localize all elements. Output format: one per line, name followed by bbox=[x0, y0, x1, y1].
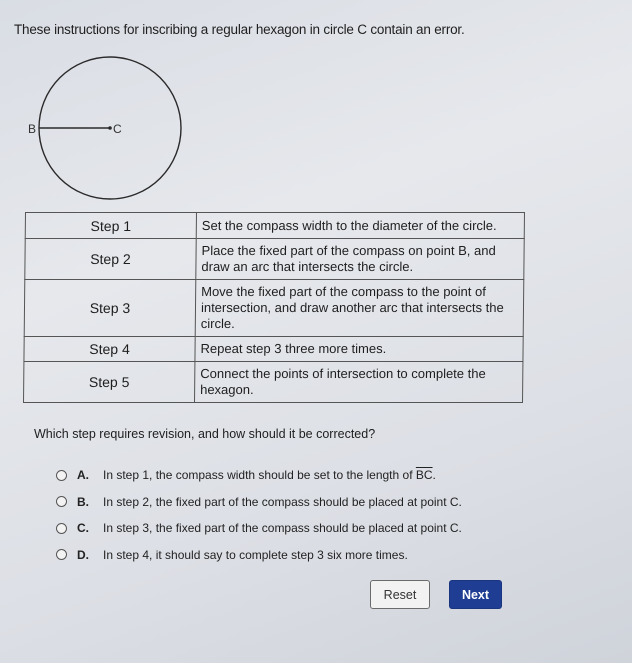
step-text: Move the fixed part of the compass to the point of intersection, and draw another arc that intersects the circle. bbox=[195, 280, 524, 337]
choice-letter: C. bbox=[77, 521, 89, 536]
choice-text: In step 3, the fixed part of the compass should be placed at point C. bbox=[103, 521, 462, 536]
choice-c[interactable] bbox=[56, 515, 462, 542]
step-text: Set the compass width to the diameter of the circle. bbox=[196, 213, 524, 239]
step-label: Step 3 bbox=[24, 280, 196, 337]
step-text: Connect the points of intersection to complete the hexagon. bbox=[195, 362, 523, 403]
next-button[interactable]: Next bbox=[449, 580, 502, 609]
step-row bbox=[25, 239, 524, 280]
question-prompt: These instructions for inscribing a regular hexagon in circle C contain an error. bbox=[14, 22, 465, 37]
step-label: Step 1 bbox=[25, 213, 196, 239]
steps-table bbox=[23, 212, 525, 403]
step-label: Step 4 bbox=[24, 337, 195, 362]
step-row bbox=[25, 213, 524, 239]
step-text: Repeat step 3 three more times. bbox=[195, 337, 523, 362]
choice-d[interactable] bbox=[56, 542, 462, 569]
choice-letter: A. bbox=[77, 468, 89, 483]
step-label: Step 5 bbox=[24, 362, 195, 403]
step-label: Step 2 bbox=[25, 239, 196, 280]
answer-choices bbox=[56, 462, 462, 568]
radio-button-d[interactable] bbox=[56, 549, 67, 560]
point-c-dot bbox=[108, 126, 112, 130]
choice-b[interactable] bbox=[56, 489, 462, 516]
step-text: Place the fixed part of the compass on point B, and draw an arc that intersects the circle. bbox=[196, 239, 524, 280]
step-row bbox=[24, 362, 523, 403]
reset-button[interactable]: Reset bbox=[370, 580, 430, 609]
circle-diagram bbox=[24, 56, 194, 206]
point-c-label: C bbox=[113, 122, 122, 136]
segment-bc: $\overline{BC}$ bbox=[415, 468, 433, 483]
choice-text: In step 1, the compass width should be set to the length of $\overline{BC}$. bbox=[103, 468, 436, 483]
step-row bbox=[24, 280, 524, 337]
radio-button-c[interactable] bbox=[56, 523, 67, 534]
step-row bbox=[24, 337, 523, 362]
choice-a[interactable] bbox=[56, 462, 462, 489]
radio-button-b[interactable] bbox=[56, 496, 67, 507]
choice-text: In step 4, it should say to complete step 3 six more times. bbox=[103, 547, 408, 562]
choice-letter: D. bbox=[77, 547, 89, 562]
choice-text: In step 2, the fixed part of the compass should be placed at point C. bbox=[103, 494, 462, 509]
revision-question: Which step requires revision, and how should it be corrected? bbox=[34, 427, 376, 441]
radio-button-a[interactable] bbox=[56, 470, 67, 481]
choice-letter: B. bbox=[77, 494, 89, 509]
point-b-label: B bbox=[28, 122, 37, 136]
